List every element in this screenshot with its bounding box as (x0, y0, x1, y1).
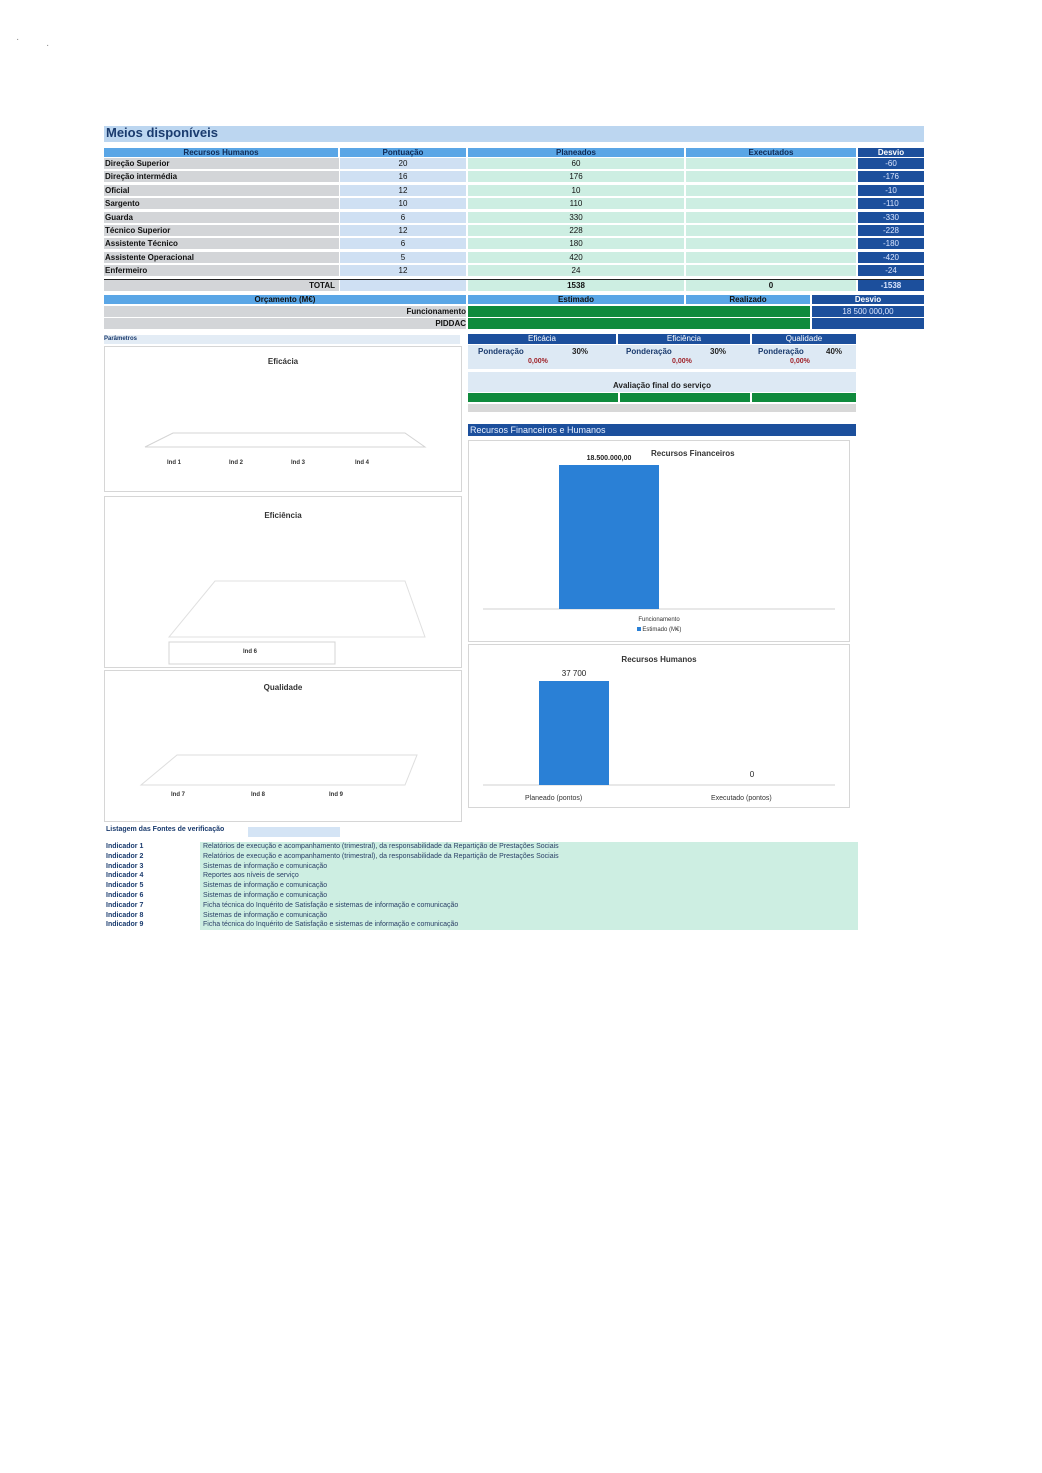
cell-exec (686, 252, 856, 263)
cell-desv: -60 (858, 158, 924, 169)
fonte-value: Ficha técnica do Inquérito de Satisfação e sistemas de informação e comunicação (203, 921, 459, 929)
rh-header-desvio: Desvio (858, 148, 924, 157)
cell-plan: 10 (468, 185, 684, 196)
kpi-pond-label: Ponderação (478, 347, 524, 356)
fonte-value: Sistemas de informação e comunicação (203, 911, 328, 919)
orc-row-label: Funcionamento (104, 306, 466, 317)
table-row (104, 198, 924, 210)
table-row (104, 238, 924, 250)
list-item (106, 842, 858, 852)
chart-title: Eficiência (264, 511, 302, 520)
orc-row-bar (468, 318, 810, 329)
orc-row-desvio: 18 500 000,00 (812, 306, 924, 317)
orc-header-label: Orçamento (M€) (104, 295, 466, 304)
chart-title: Eficácia (267, 357, 299, 366)
table-row (104, 158, 924, 170)
list-item (106, 881, 858, 891)
indicator-label: Ind 7 (171, 792, 186, 798)
fonte-value: Sistemas de informação e comunicação (203, 862, 328, 870)
fonte-value: Sistemas de informação e comunicação (203, 892, 328, 899)
cell-desv: -330 (858, 212, 924, 223)
kpi-head-eficiencia: Eficiência (618, 334, 750, 344)
fonte-key: Indicador 5 (106, 882, 144, 890)
list-item (106, 852, 858, 862)
cell-exec (686, 225, 856, 236)
kpi-percent: 0,00% (672, 358, 692, 365)
cell-plan: 176 (468, 171, 684, 182)
total-cell-plan: 1538 (468, 280, 684, 291)
rh-header-label: Recursos Humanos (104, 148, 338, 157)
bar-funcionamento (559, 465, 659, 609)
cell-label: Sargento (104, 198, 339, 209)
data-label: 18.500.000,00 (586, 455, 632, 462)
rh-header-planeados: Planeados (468, 148, 684, 157)
orc-header-realizado: Realizado (686, 295, 810, 304)
fonte-key: Indicador 8 (106, 911, 144, 919)
cell-desv: -176 (858, 171, 924, 182)
indicator-label: Ind 8 (251, 792, 266, 798)
total-cell-label: TOTAL (104, 280, 339, 291)
chart-floor (105, 671, 461, 821)
cell-plan: 60 (468, 158, 684, 169)
kpi-pond-label: Ponderação (626, 347, 672, 356)
kpi-pond-value: 40% (826, 347, 843, 356)
scan-mark: · (16, 34, 20, 45)
kpi-percent: 0,00% (528, 358, 548, 365)
table-row-total (104, 279, 924, 292)
cell-exec (686, 238, 856, 249)
cell-desv: -24 (858, 265, 924, 276)
chart-floor (105, 347, 461, 491)
fontes-title-fill (248, 827, 340, 837)
indicator-label: Ind 9 (329, 792, 344, 798)
category-label: Funcionamento (638, 617, 680, 623)
chart-recursos-humanos (468, 644, 850, 808)
list-item (106, 862, 858, 872)
kpi-pond-value: 30% (572, 347, 589, 356)
orc-row-desvio (812, 318, 924, 329)
avaliacao-bar (468, 393, 618, 402)
indicator-label: Ind 6 (243, 649, 258, 655)
cell-pont: 12 (340, 185, 466, 196)
chart-qualidade (104, 670, 462, 822)
cell-label: Assistente Técnico (104, 238, 339, 249)
cell-pont: 12 (340, 225, 466, 236)
fonte-key: Indicador 1 (106, 843, 144, 850)
cell-pont: 6 (340, 212, 466, 223)
cell-label: Assistente Operacional (104, 252, 339, 263)
cell-pont: 12 (340, 265, 466, 276)
fonte-key: Indicador 4 (106, 872, 144, 880)
cell-exec (686, 212, 856, 223)
orc-header-estimado: Estimado (468, 295, 684, 304)
data-label: 0 (749, 770, 755, 779)
cell-label: Direção Superior (104, 158, 339, 169)
financeiros-svg (469, 441, 849, 641)
bar-planeado (539, 681, 609, 785)
cell-desv: -420 (858, 252, 924, 263)
fonte-value: Ficha técnica do Inquérito de Satisfação e sistemas de informação e comunicação (203, 901, 459, 909)
total-cell-exec: 0 (686, 280, 856, 291)
chart-eficiencia (104, 496, 462, 668)
cell-plan: 420 (468, 252, 684, 263)
cell-plan: 110 (468, 198, 684, 209)
rh-header-executados: Executados (686, 148, 856, 157)
chart-eficacia (104, 346, 462, 492)
avaliacao-bar (752, 393, 856, 402)
cell-pont: 5 (340, 252, 466, 263)
fonte-key: Indicador 9 (106, 921, 144, 929)
chart-floor (105, 497, 461, 667)
table-row (104, 212, 924, 224)
cell-exec (686, 198, 856, 209)
cell-plan: 330 (468, 212, 684, 223)
orc-row-bar (468, 306, 810, 317)
orc-row-label: PIDDAC (104, 318, 466, 329)
kpi-head-qualidade: Qualidade (752, 334, 856, 344)
fonte-value: Reportes aos níveis de serviço (203, 872, 299, 880)
cell-pont: 6 (340, 238, 466, 249)
cell-desv: -10 (858, 185, 924, 196)
cell-pont: 10 (340, 198, 466, 209)
cell-pont: 20 (340, 158, 466, 169)
fonte-value: Relatórios de execução e acompanhamento (trimestral), da responsabilidade da Repartição de Prestações Sociais (203, 843, 559, 850)
cell-label: Técnico Superior (104, 225, 339, 236)
cell-plan: 24 (468, 265, 684, 276)
kpi-pond-label: Ponderação (758, 347, 804, 356)
avaliacao-footer (468, 404, 856, 412)
cell-desv: -180 (858, 238, 924, 249)
chart-title: Qualidade (263, 683, 303, 692)
indicator-label: Ind 2 (229, 460, 244, 466)
cell-desv: -110 (858, 198, 924, 209)
chart-title: Recursos Financeiros (651, 449, 735, 458)
cell-exec (686, 158, 856, 169)
total-cell-desv: -1538 (858, 280, 924, 291)
total-cell (340, 280, 466, 291)
indicator-label: Ind 3 (291, 460, 306, 466)
list-item (106, 911, 858, 921)
title-bar (104, 126, 924, 142)
orc-header-desvio: Desvio (812, 295, 924, 304)
kpi-head-eficacia: Eficácia (468, 334, 616, 344)
legend (469, 627, 849, 633)
chart-recursos-financeiros (468, 440, 850, 642)
table-row (104, 171, 924, 183)
parametros-label: Parâmetros (104, 335, 460, 344)
fonte-key: Indicador 6 (106, 892, 144, 899)
page-title: Meios disponíveis (106, 125, 218, 140)
cell-plan: 180 (468, 238, 684, 249)
scan-mark: · (46, 40, 50, 51)
category-label: Planeado (pontos) (525, 795, 583, 802)
table-row (104, 252, 924, 264)
legend-swatch (637, 627, 641, 631)
list-item (106, 920, 858, 930)
indicator-label: Ind 1 (167, 460, 182, 466)
fontes-title: Listagem das Fontes de verificação (106, 826, 225, 833)
kpi-percent: 0,00% (790, 358, 810, 365)
cell-exec (686, 171, 856, 182)
humanos-svg (469, 645, 849, 807)
cell-label: Oficial (104, 185, 339, 196)
chart-title: Recursos Humanos (621, 655, 697, 664)
rh-header-pontuacao: Pontuação (340, 148, 466, 157)
cell-desv: -228 (858, 225, 924, 236)
cell-label: Guarda (104, 212, 339, 223)
recursos-header: Recursos Financeiros e Humanos (470, 425, 606, 435)
data-label: 37 700 (561, 669, 587, 678)
kpi-pond-value: 30% (710, 347, 727, 356)
legend-label: Estimado (M€) (642, 627, 682, 633)
fonte-value: Sistemas de informação e comunicação (203, 882, 328, 890)
fonte-value: Relatórios de execução e acompanhamento (trimestral), da responsabilidade da Repartição de Prestações Sociais (203, 852, 559, 860)
cell-label: Enfermeiro (104, 265, 339, 276)
cell-label: Direção intermédia (104, 171, 339, 182)
cell-exec (686, 185, 856, 196)
cell-plan: 228 (468, 225, 684, 236)
table-row (104, 225, 924, 237)
category-label: Executado (pontos) (711, 795, 772, 802)
avaliacao-title: Avaliação final do serviço (613, 381, 711, 390)
fonte-key: Indicador 3 (106, 862, 144, 870)
cell-pont: 16 (340, 171, 466, 182)
table-row (104, 265, 924, 277)
table-row (104, 185, 924, 197)
indicator-label: Ind 4 (355, 460, 370, 466)
fonte-key: Indicador 2 (106, 852, 144, 860)
cell-exec (686, 265, 856, 276)
avaliacao-bar (620, 393, 750, 402)
list-item (106, 891, 858, 901)
list-item (106, 901, 858, 911)
list-item (106, 871, 858, 881)
fonte-key: Indicador 7 (106, 901, 144, 909)
